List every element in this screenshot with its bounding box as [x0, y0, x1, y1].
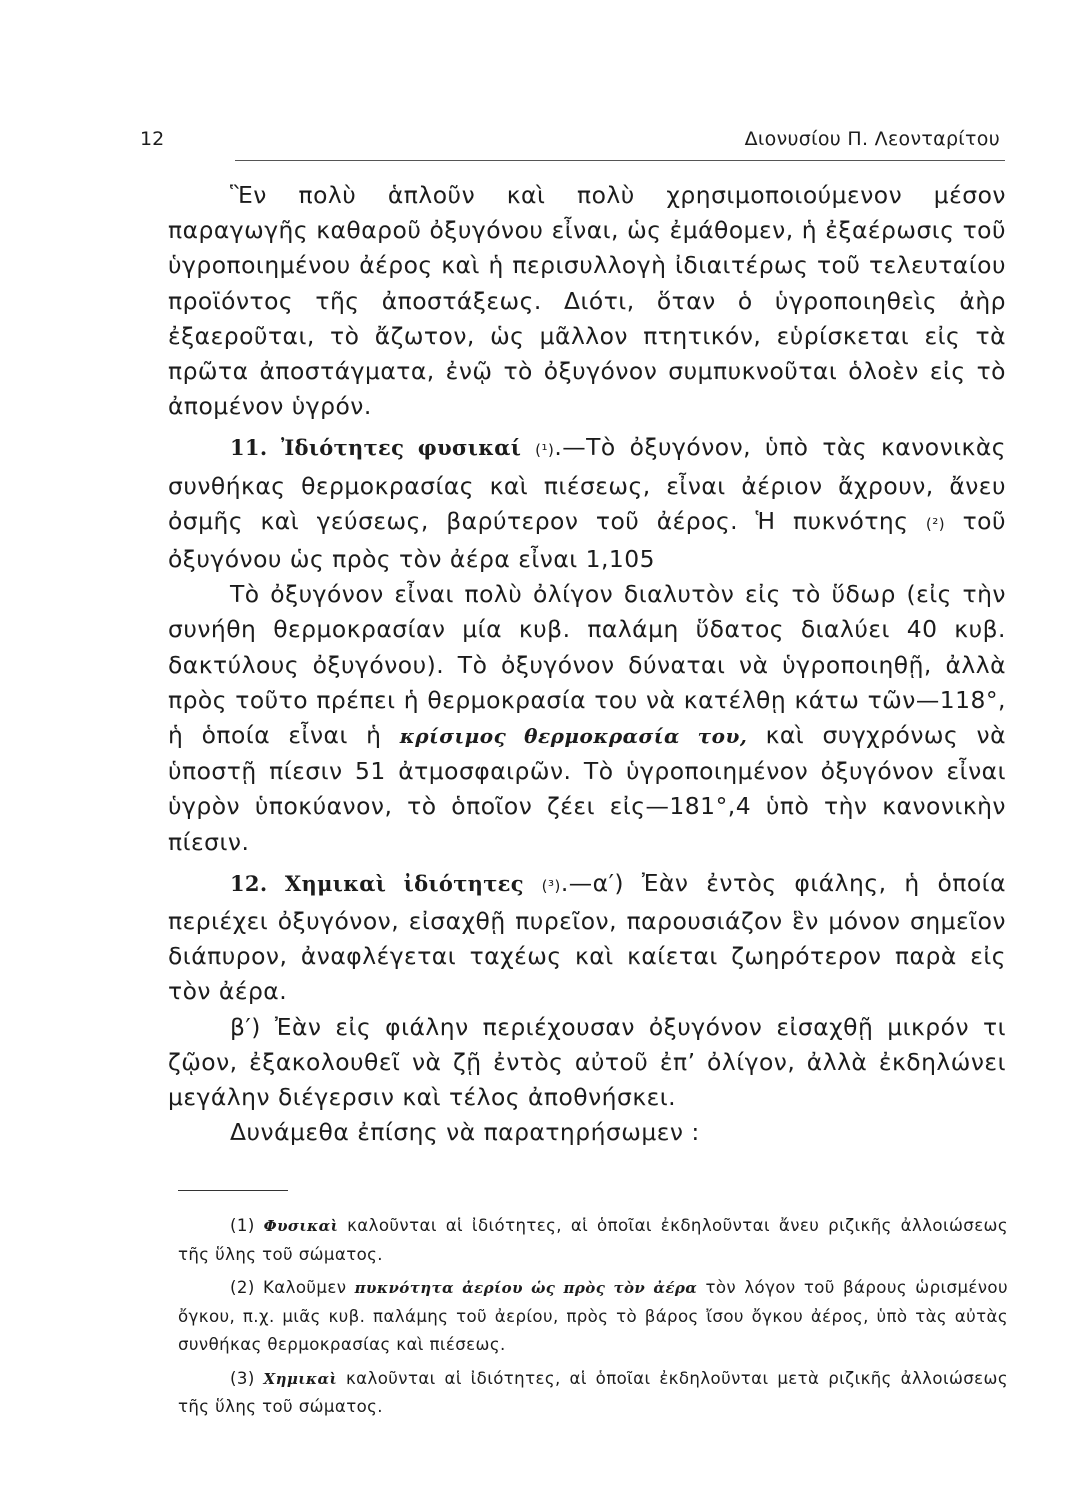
section-11-text-end: τοῦ ὀξυγόνου ὡς πρὸς τὸν ἀέρα εἶναι 1,105: [168, 506, 1006, 574]
footnote-term: Χημικαὶ: [263, 1369, 338, 1388]
footnote-2: [178, 1274, 1008, 1360]
footnote-ref-2: (²): [925, 514, 946, 533]
paragraph-beta: β′) Ἐὰν εἰς φιάλην περιέχουσαν ὀξυγόνον εἰσαχθῇ μικρόν τι ζῷον, ἐξακολουθεῖ νὰ ζῇ ἐντὸς αὐτοῦ ἐπ’ ὀλίγον, ἀλλὰ ἐκδηλώνει μεγάλην διέγερσιν καὶ τέλος ἀποθνήσκει.: [168, 1012, 1006, 1112]
footnote-ref-3: (³): [541, 876, 561, 895]
running-head: Διονυσίου Π. Λεονταρίτου: [744, 128, 1000, 150]
section-12-text: .—α′) Ἐὰν ἐντὸς φιάλης, ἡ ὁποία περιέχει ὀξυγόνον, εἰσαχθῇ πυρεῖον, παρουσιάζον ἓν μόνον σημεῖον διάπυρον, ἀναφλέγεται ταχέως καὶ καίεται ζωηρότερον παρὰ εἰς τὸν ἀέρα.: [168, 868, 1007, 1006]
footnote-number: (1): [230, 1216, 255, 1235]
footnote-term: Φυσικαὶ: [263, 1217, 339, 1235]
footnote-number: (2): [230, 1278, 255, 1297]
section-12-heading: 12. Χημικαὶ ἰδιότητες: [230, 870, 524, 896]
section-11-heading: 11. Ἰδιότητες φυσικαί: [230, 435, 522, 461]
footnote-1: [178, 1212, 1008, 1269]
footnote-3: [178, 1365, 1008, 1422]
footnote-pretext: Καλοῦμεν: [254, 1278, 355, 1297]
footnote-number: (3): [230, 1368, 255, 1388]
section-12: [168, 866, 1006, 1010]
paragraph-intro: Ἓν πολὺ ἁπλοῦν καὶ πολὺ χρησιμοποιούμενον μέσον παραγωγῆς καθαροῦ ὀξυγόνου εἶναι, ὡς ἐμάθομεν, ἡ ἐξαέρωσις τοῦ ὑγροποιημένου ἀέρος καὶ ἡ περισυλλογὴ ἰδιαιτέρως τοῦ τελευταίου προϊόντος τῆς ἀποστάξεως. Διότι, ὅταν ὁ ὑγροποιηθεὶς ἀὴρ ἐξαεροῦται, τὸ ἄζωτον, ὡς μᾶλλον πτητικόν, εὑρίσκεται εἰς τὰ πρῶτα ἀποστάγματα, ἐνῷ τὸ ὀξυγόνον συμπυκνοῦται ὁλοὲν εἰς τὸ ἀπομένον ὑγρόν.: [168, 181, 1006, 421]
page-header: [140, 120, 1000, 160]
footnotes: [178, 1212, 1008, 1427]
footnote-text: καλοῦνται αἱ ἰδιότητες, αἱ ὁποῖαι ἐκδηλοῦνται μετὰ ριζικῆς ἀλλοιώσεως τῆς ὕλης τοῦ σώματος.: [178, 1368, 1008, 1416]
section-11-text: .—Τὸ ὀξυγόνον, ὑπὸ τὰς κανονικὰς συνθήκας θερμοκρασίας καὶ πιέσεως, εἶναι ἀέριον ἄχρουν, ἄνευ ὀσμῆς καὶ γεύσεως, βαρύτερον τοῦ ἀέρος. Ἡ πυκνότης: [168, 433, 1006, 535]
section-11: [168, 430, 1006, 577]
solubility-text-end: καὶ συγχρόνως νὰ ὑποστῇ πίεσιν 51 ἀτμοσφαιρῶν. Τὸ ὑγροποιημένον ὀξυγόνον εἶναι ὑγρὸν ὑποκύανον, τὸ ὁποῖον ζέει εἰς—181°,4 ὑπὸ τὴν κανονικὴν πίεσιν.: [168, 721, 1006, 856]
page-number: 12: [140, 128, 165, 150]
solubility-text: Τὸ ὀξυγόνον εἶναι πολὺ ὀλίγον διαλυτὸν εἰς τὸ ὕδωρ (εἰς τὴν συνήθη θερμοκρασίαν μία κυβ. παλάμη ὕδατος διαλύει 40 κυβ. δακτύλους ὀξυγόνου). Τὸ ὀξυγόνον δύναται νὰ ὑγροποιηθῇ, ἀλλὰ πρὸς τοῦτο πρέπει ἡ θερμοκρασία του νὰ κατέλθῃ κάτω τῶν—118°, ἡ ὁποία εἶναι ἡ: [168, 580, 1006, 750]
footnote-term: πυκνότητα ἀερίου ὡς πρὸς τὸν ἀέρα: [354, 1279, 698, 1297]
critical-temperature-term: κρίσιμος θερμοκρασία του,: [399, 724, 748, 749]
paragraph-observe: Δυνάμεθα ἐπίσης νὰ παρατηρήσωμεν :: [230, 1118, 700, 1147]
paragraph-solubility: [168, 577, 1006, 860]
main-text: [168, 178, 1006, 1150]
footnote-rule: [178, 1190, 288, 1191]
footnote-ref-1: (¹): [535, 441, 555, 460]
header-rule: [235, 160, 1005, 161]
footnote-text: τὸν λόγον τοῦ βάρους ὡρισμένου ὄγκου, π.χ. μιᾶς κυβ. παλάμης τοῦ ἀερίου, πρὸς τὸ βάρος ἴσου ὄγκου ἀέρος, ὑπὸ τὰς αὐτὰς συνθήκας θερμοκρασίας καὶ πιέσεως.: [178, 1278, 1008, 1354]
footnote-text: καλοῦνται αἱ ἰδιότητες, αἱ ὁποῖαι ἐκδηλοῦνται ἄνευ ριζικῆς ἀλλοιώσεως τῆς ὕλης τοῦ σώματος.: [178, 1216, 1008, 1264]
